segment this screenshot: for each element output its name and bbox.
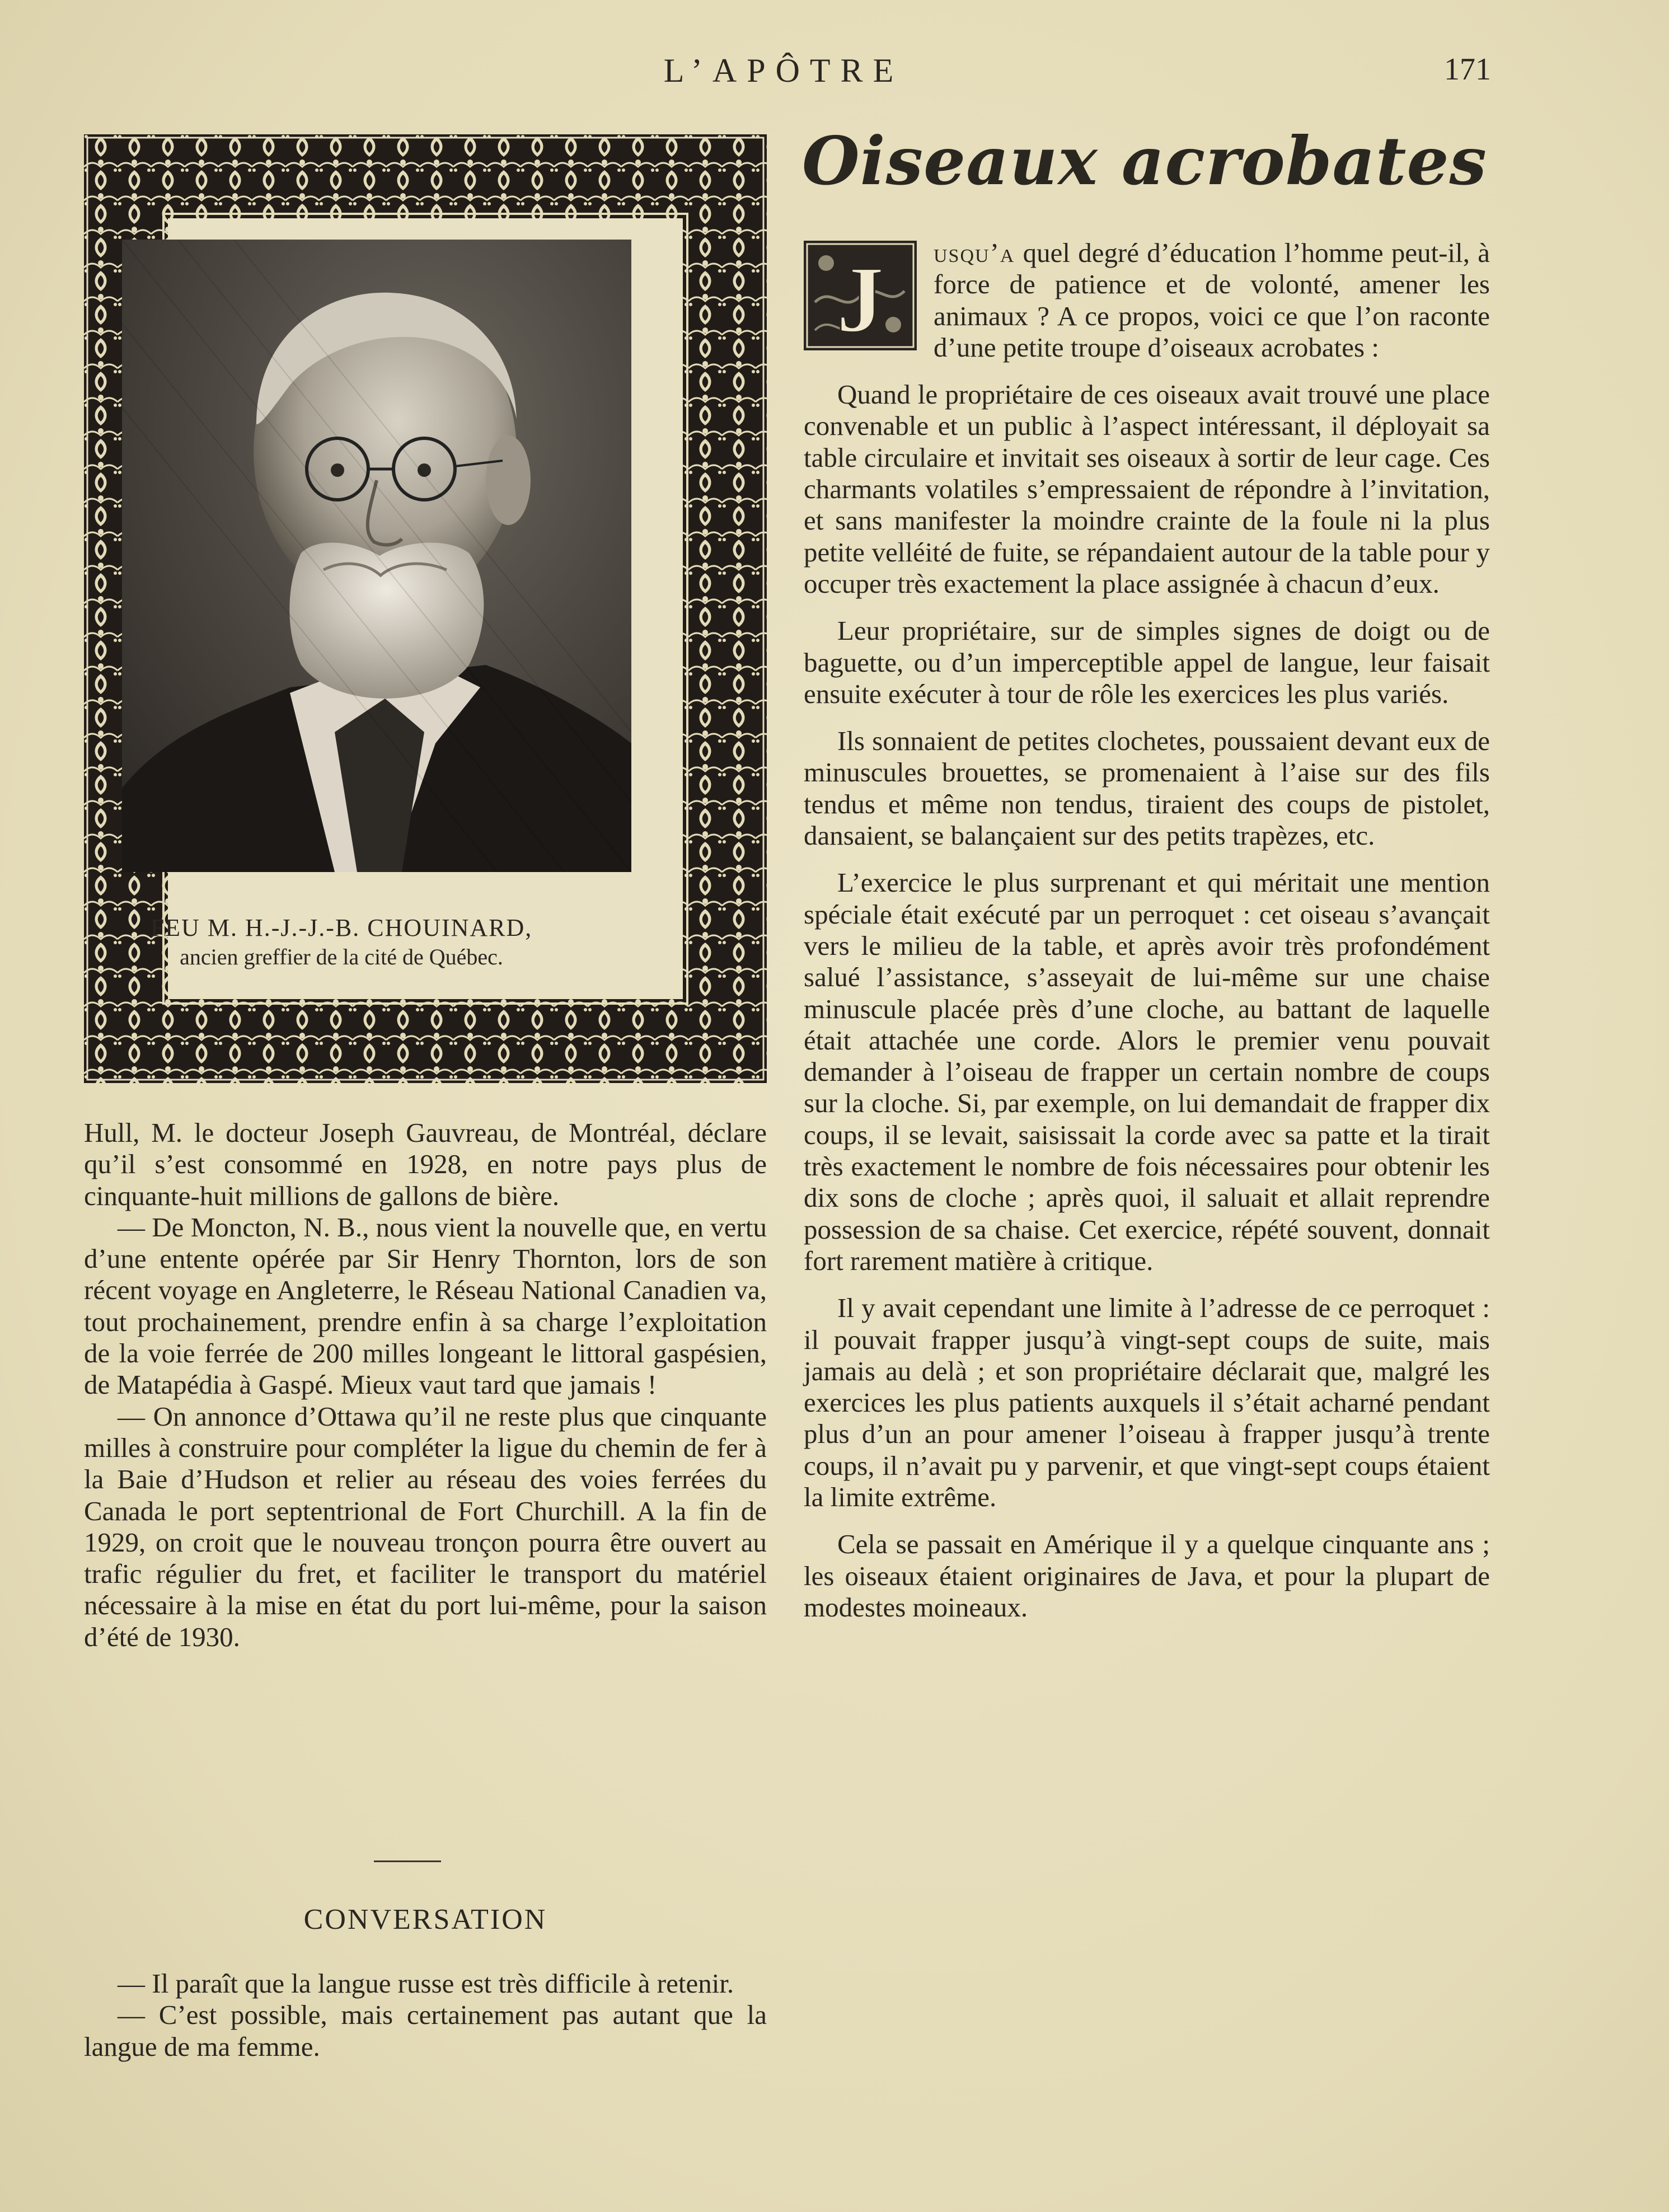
article-paragraph: Ils sonnaient de petites clochetes, poussaient devant eux de minuscules brouettes, se promenaient à l’aise sur des fils tendus et même non tendus, tiraient des coups de pistolet, dansaient, se balançaient sur des petits trapèzes, etc. [804,725,1490,851]
conversation-line: — Il paraît que la langue russe est très difficile à retenir. [118,1968,734,1999]
conversation-line: — C’est possible, mais certainement pas autant que la langue de ma femme. [84,1999,767,2062]
opening-smallcaps: usqu’a [934,237,1015,268]
dropcap-letter: J [836,247,884,350]
portrait-caption-role: ancien greffier de la cité de Québec. [180,944,503,969]
article-body [804,237,1490,1639]
news-paragraph: Hull, M. le docteur Joseph Gauvreau, de Montréal, déclare qu’il s’est consommé en 1928, en notre pays plus de cinquante-huit millions de gallons de bière. [84,1117,767,1211]
article-title: Oiseaux acrobates [802,122,1487,200]
article-paragraph: Il y avait cependant une limite à l’adresse de ce perroquet : il pouvait frapper jusqu’à vingt-sept coups de suite, mais jamais au delà ; et son propriétaire déclarait que, malgré les exercices les plus patients auxquels il s’était acharné pendant plus d’un an pour amener l’oiseau à frapper jusqu’à trente coups, il n’avait pu y parvenir, et que vingt-sept coups étaient la limite extrême. [804,1292,1490,1512]
portrait-photo [122,240,631,872]
news-paragraph: — De Moncton, N. B., nous vient la nouvelle que, en vertu d’une entente opérée par Sir Henry Thornton, lors de son récent voyage en Angleterre, le Réseau National Canadien va, tout prochainement, prendre enfin à sa charge l’exploitation de la voie ferrée de 200 milles longeant le littoral gaspésien, de Matapédia à Gaspé. Mieux vaut tard que jamais ! [84,1211,767,1400]
conversation-text [84,1968,767,2063]
news-paragraph: — On annonce d’Ottawa qu’il ne reste plus que cinquante milles à construire pour compléter la ligue du chemin de fer à la Baie d’Hudson et relier au réseau des voies ferrées du Canada le port septentrional de Fort Churchill. A la fin de 1929, on croit que le nouveau tronçon pourra être ouvert au trafic régulier du fret, et faciliter le transport du matériel nécessaire à la mise en état du port lui-même, pour la saison d’été de 1930. [84,1400,767,1652]
article-paragraph: Quand le propriétaire de ces oiseaux avait trouvé une place convenable et un public à l’aspect intéressant, il déployait sa table circulaire et invitait ses oiseaux à sortir de leur cage. Ces charmants volatiles s’empressaient de répondre à l’invitation, et sans manifester la moindre crainte de la foule ni la plus petite velléité de fuite, se répandaient autour de la table pour y occuper très exactement la place assignée à chacun d’eux. [804,379,1490,599]
dropcap-ornament [804,241,917,350]
page-number: 171 [1444,52,1491,87]
section-divider [374,1860,441,1862]
article-paragraph: L’exercice le plus surprenant et qui méritait une mention spéciale était exécuté par un perroquet : cet oiseau s’avançait vers le milieu de la table, et après avoir très profondément salué l’assistance, s’asseyait de lui-même sur une chaise minuscule placée près d’une cloche, au battant de laquelle était attachée une corde. Alors le premier venu pouvait demander à l’oiseau de frapper un certain nombre de coups sur la cloche. Si, par exemple, on lui demandait de frapper dix coups, il se levait, saisissait la corde avec sa patte et la tirait très exactement le nombre de fois nécessaires pour obtenir les dix sons de cloche ; après quoi, il saluait et allait reprendre possession de sa chaise. Cet exercice, répété souvent, donnait fort rarement matière à critique. [804,867,1490,1276]
article-paragraph: Leur propriétaire, sur de simples signes de doigt ou de baguette, ou d’un imperceptible appel de langue, leur faisait ensuite exécuter à tour de rôle les exercices les plus variés. [804,615,1490,709]
left-column-news [84,1117,767,1653]
portrait-caption-name: FEU M. H.-J.-J.-B. CHOUINARD, [150,914,533,941]
section-title-conversation: CONVERSATION [303,1904,547,1936]
running-title: L’APÔTRE [663,52,904,89]
opening-text: quel degré d’éducation l’homme peut-il, à force de patience et de volonté, amener les animaux ? A ce propos, voici ce que l’on raconte d’une petite troupe d’oiseaux acrobates : [934,237,1490,363]
article-paragraph: Cela se passait en Amérique il y a quelque cinquante ans ; les oiseaux étaient originaires de Java, et pour la plupart de modestes moineaux. [804,1529,1490,1623]
